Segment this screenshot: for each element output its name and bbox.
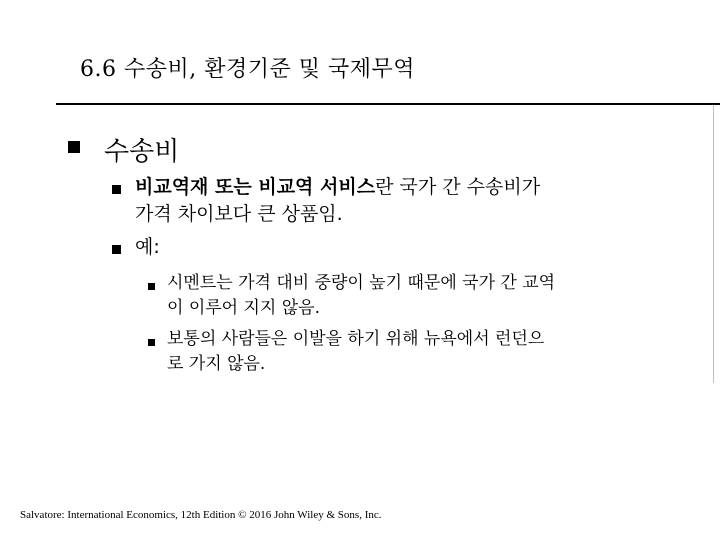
section-heading: 수송비 (104, 137, 180, 167)
sub-bullet-cement (167, 271, 667, 321)
slide-title: 6.6 수송비, 환경기준 및 국제무역 (80, 57, 415, 82)
bullet-square-icon (112, 185, 121, 194)
bullet-square-icon (68, 141, 80, 153)
sub-bullet-line2: 이 이루어 지지 않음. (167, 298, 320, 318)
bullet-example: 예: (135, 236, 160, 258)
footer-citation: Salvatore: International Economics, 12th Edition © 2016 John Wiley & Sons, Inc. (20, 509, 382, 521)
highlight-term: 비교역재 또는 비교역 서비스 (135, 176, 376, 198)
bullet-square-icon (148, 283, 155, 290)
sub-bullet-line1: 시멘트는 가격 대비 중량이 높기 때문에 국가 간 교역 (167, 273, 556, 293)
bullet-square-icon (112, 245, 121, 254)
sub-bullet-line2: 로 가지 않음. (167, 354, 266, 374)
bullet-text-line2: 가격 차이보다 큰 상품임. (135, 203, 343, 225)
bullet-text: 란 국가 간 수송비가 (375, 176, 541, 198)
sub-bullet-haircut (167, 327, 667, 377)
right-divider (713, 105, 714, 383)
bullet-nontradable (135, 174, 695, 228)
bullet-square-icon (148, 339, 155, 346)
title-divider (56, 103, 720, 105)
sub-bullet-line1: 보통의 사람들은 이발을 하기 위해 뉴욕에서 런던으 (167, 329, 545, 349)
